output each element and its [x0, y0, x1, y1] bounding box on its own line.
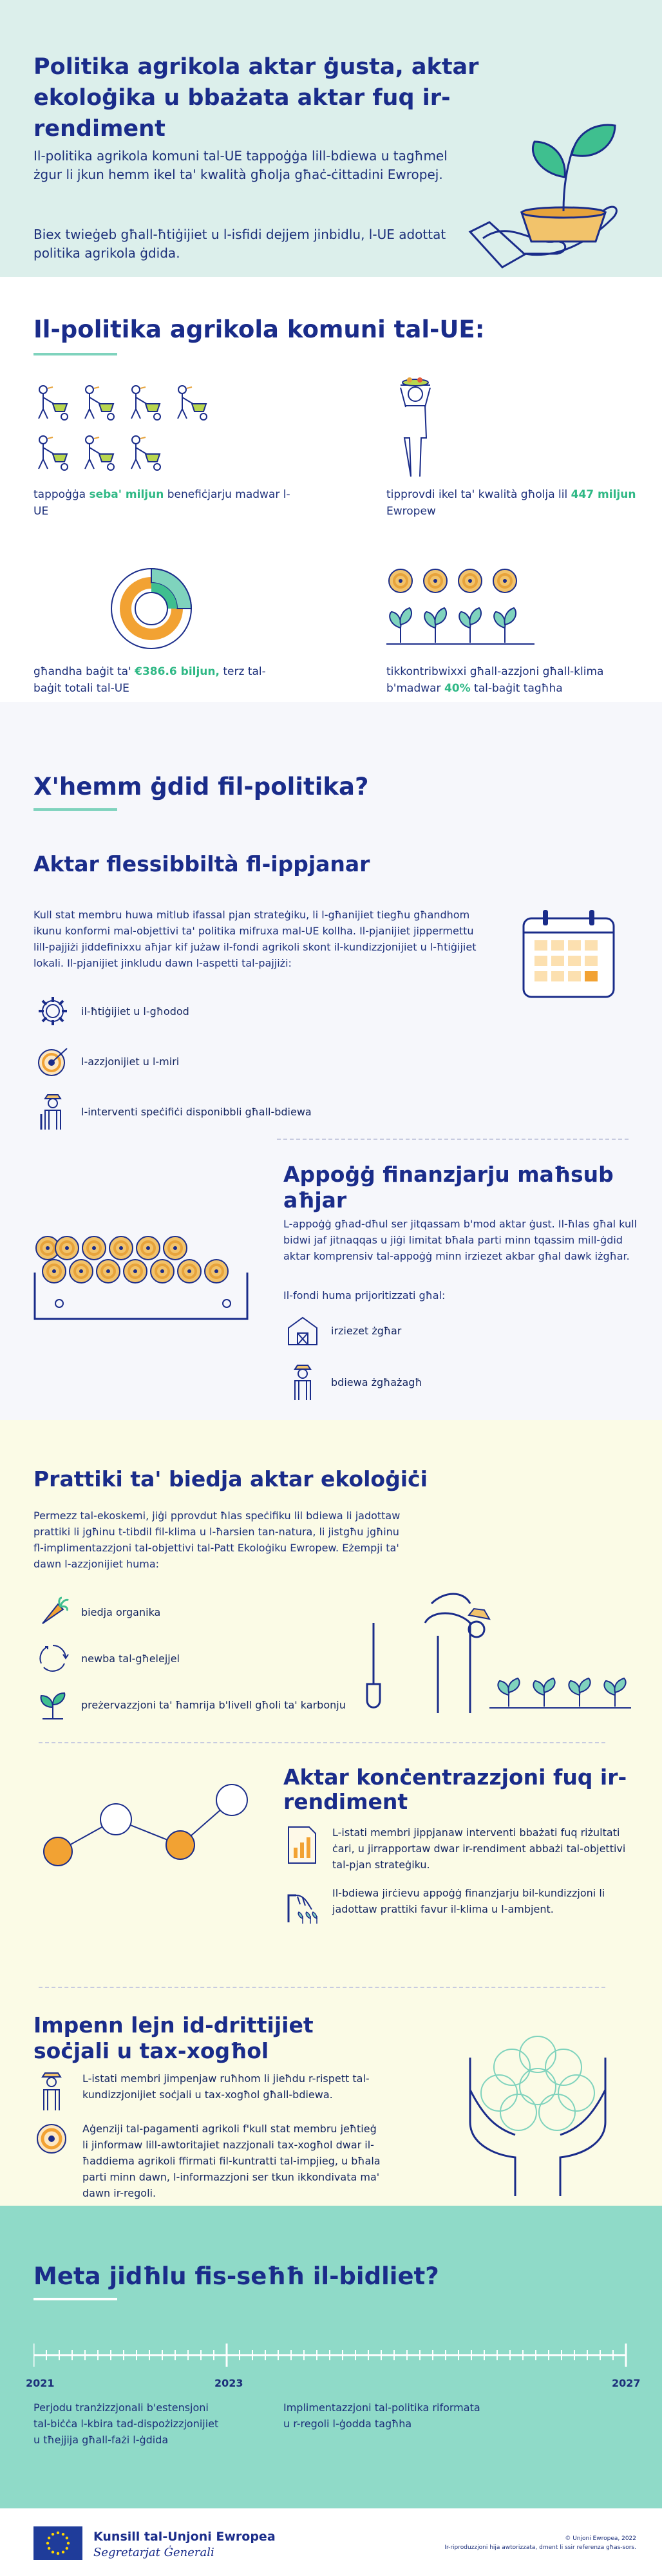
- gear-icon: [33, 992, 72, 1030]
- list-item: [33, 1685, 346, 1724]
- timeline-period-transition: Perjodu tranżizzjonali b'estensjoni tal-biċċa l-kbira tad-dispożizzjonijiet u tħejjija għall-fażi l-ġdida: [33, 2401, 219, 2446]
- report-icon: [283, 1824, 322, 1866]
- timeline-year-middle: 2023: [214, 2377, 243, 2389]
- timeline-period-implementation: Implimentazzjoni tal-politika riformata u r-regoli l-ġodda tagħha: [283, 2401, 480, 2430]
- list-item: [283, 1363, 422, 1401]
- divider: [33, 353, 117, 355]
- list-item-label: bdiewa żgħażagħ: [331, 1376, 422, 1388]
- list-item: [33, 992, 189, 1030]
- list-item-label: Il-bdiewa jirċievu appoġġ finanzjarju bil-kundizzjoni li jadottaw prattiki favur il-klima u l-ambjent.: [332, 1887, 605, 1915]
- priority-label: Il-fondi huma prijoritizzati għal:: [283, 1289, 446, 1302]
- list-item-label: l-interventi speċifiċi disponibbli għall-bdiewa: [81, 1105, 312, 1118]
- copyright: © Unjoni Ewropea, 2022 Ir-riproduzzjoni hija awtorizzata, dment li ssir referenza għas-sors.: [444, 2535, 636, 2551]
- crops-hay-icon: [386, 567, 534, 650]
- timeline-year-start: 2021: [26, 2377, 55, 2389]
- org-subname: Segretarjat Ġenerali: [93, 2546, 214, 2559]
- farmers-icon: [33, 383, 220, 480]
- timeline-axis: [33, 2337, 632, 2373]
- financial-support-text: L-appoġġ għad-dħul ser jitqassam b'mod aktar ġust. Il-ħlas għal kull bidwi jaf jitnaqqas u jiġi limitat bħala parti minn tqassim mill-ġdid aktar komprensiv tal-appoġġ minn irziezet akbar għal dawk iżgħar.: [283, 1218, 637, 1262]
- rotation-icon: [33, 1639, 72, 1678]
- list-item: [33, 1593, 160, 1631]
- target-icon: [33, 1042, 72, 1081]
- worker-icon: [33, 2070, 72, 2112]
- stat-climate: tikkontribwixxi għall-azzjoni għall-klima b'madwar 40% tal-baġit tagħha: [386, 665, 604, 695]
- cap-facts-section: [0, 277, 662, 702]
- social-title: Impenn lejn id-drittijiet soċjali u tax-xogħol: [33, 2012, 314, 2063]
- budget-donut-icon: [103, 560, 200, 657]
- hay-bales-trailer-icon: [33, 1234, 262, 1324]
- list-item-label: newba tal-għelejjel: [81, 1652, 180, 1665]
- green-title: Prattiki ta' biedja aktar ekoloġiċi: [33, 1466, 428, 1492]
- calendar-icon: [520, 907, 617, 1000]
- green-practices-section: [0, 1420, 662, 2206]
- carrot-icon: [33, 1593, 72, 1631]
- list-item: [283, 1885, 644, 1926]
- performance-title: Aktar konċentrazzjoni fuq ir-rendiment: [283, 1765, 627, 1814]
- list-item-label: L-istati membri jippjanaw interventi bbażati fuq riżultati ċari, u jirrapportaw dwar ir-rendiment abbażi tal-objettivi tal-pjan strateġiku.: [332, 1826, 626, 1871]
- timeline-section: [0, 2206, 662, 2508]
- list-item: [33, 2070, 381, 2112]
- eu-council-logo: [33, 2526, 82, 2560]
- person-with-tray-icon: [386, 374, 444, 480]
- hero-intro-1: Il-politika agrikola komuni tal-UE tappoġġa lill-bdiewa u tagħmel żgur li jkun hemm ikel ta' kwalità għolja għaċ-ċittadini Ewropej.: [33, 148, 448, 182]
- divider: [33, 2298, 117, 2300]
- network-icon: [39, 1768, 258, 1884]
- hero-intro-2: Biex twieġeb għall-ħtiġijiet u l-isfidi dejjem jinbidlu, l-UE adottat politika agrikola ġdida.: [33, 227, 446, 261]
- target-icon: [33, 2121, 72, 2162]
- list-item-label: l-azzjonijiet u l-miri: [81, 1055, 180, 1068]
- farmer-icon: [33, 1092, 72, 1131]
- stat-europeans: tipprovdi ikel ta' kwalità għolja lil 447 miljun Ewropew: [386, 488, 636, 518]
- hero-section: [0, 0, 662, 277]
- divider: [33, 808, 117, 811]
- hands-globe-icon: [444, 2012, 631, 2199]
- sprout-icon: [33, 1685, 72, 1724]
- irrigation-icon: [283, 1885, 322, 1926]
- list-item: [33, 2121, 381, 2201]
- footer: [0, 2508, 662, 2576]
- list-item-label: Aġenziji tal-pagamenti agrikoli f'kull stat membru jeħtieġ li jinformaw lill-awtoritajiet nazzjonali tax-xogħol dwar il-ħaddiema agrikoli ffirmati fil-kuntratti tal-impjieg, u bħala parti minn dawn, l-informazzjoni ser tkun ikkondivata ma' dawn ir-regoli.: [82, 2123, 381, 2199]
- list-item-label: il-ħtiġijiet u l-għodod: [81, 1005, 189, 1018]
- section-title: Meta jidħlu fis-seħħ il-bidliet?: [33, 2262, 439, 2290]
- list-item: [283, 1824, 644, 1873]
- flexibility-text: Kull stat membru huwa mitlub ifassal pjan strateġiku, li l-għanijiet tiegħu għandhom ikunu konformi mal-objettivi ta' politika mifruxa mal-UE kollha. Il-pjanijiet jippermettu lill-pajjiżi jiddefinixxu aħjar kif jużaw il-fondi agrikoli skont il-kundizzjonijiet u l-ħtiġijiet lokali. Il-pjanijiet jinkludu dawn l-aspetti tal-pajjiżi:: [33, 909, 477, 969]
- young-farmer-icon: [283, 1363, 322, 1401]
- divider: [39, 1987, 605, 1988]
- section-title: X'hemm ġdid fil-politika?: [33, 773, 369, 800]
- list-item-label: preżervazzjoni ta' ħamrija b'livell għoli ta' karbonju: [81, 1698, 346, 1711]
- whats-new-section: [0, 702, 662, 1420]
- barn-icon: [283, 1311, 322, 1350]
- list-item-label: L-istati membri jimpenjaw ruħhom li jieħdu r-rispett tal-kundizzjonijiet soċjali u tax-xogħol għall-bdiewa.: [82, 2072, 370, 2101]
- section-title: Il-politika agrikola komuni tal-UE:: [33, 316, 485, 343]
- farmer-planting-icon: [361, 1584, 631, 1713]
- timeline-year-end: 2027: [612, 2377, 641, 2389]
- green-text: Permezz tal-ekoskemi, jiġi pprovdut ħlas speċifiku lil bdiewa li jadottaw prattiki li jgħinu t-tibdil fil-klima u l-ħarsien tan-natura, li jistgħu jgħinu fl-implimentazzjoni tal-objettivi tal-Patt Ekoloġiku Ewropew. Eżempji ta' dawn l-azzjonijiet huma:: [33, 1510, 401, 1570]
- org-name: Kunsill tal-Unjoni Ewropea: [93, 2530, 276, 2544]
- list-item-label: irziezet żgħar: [331, 1324, 402, 1337]
- list-item-label: biedja organika: [81, 1605, 161, 1618]
- plant-in-hand-icon: [464, 116, 638, 277]
- stat-budget: għandha baġit ta' €386.6 biljun, terz tal-baġit totali tal-UE: [33, 665, 266, 695]
- list-item: [283, 1311, 401, 1350]
- divider: [277, 1139, 629, 1140]
- financial-support-title: Appoġġ finanzjarju maħsub aħjar: [283, 1162, 614, 1213]
- list-item: [33, 1092, 312, 1131]
- flexibility-title: Aktar flessibbiltà fl-ippjanar: [33, 851, 370, 876]
- list-item: [33, 1042, 179, 1081]
- stat-beneficiaries: tappoġġa seba' miljun benefiċjarju madwar l-UE: [33, 488, 290, 518]
- divider: [39, 1742, 605, 1743]
- page-title: Politika agrikola aktar ġusta, aktar ekoloġika u bbażata aktar fuq ir-rendiment: [33, 54, 479, 142]
- list-item: [33, 1639, 180, 1678]
